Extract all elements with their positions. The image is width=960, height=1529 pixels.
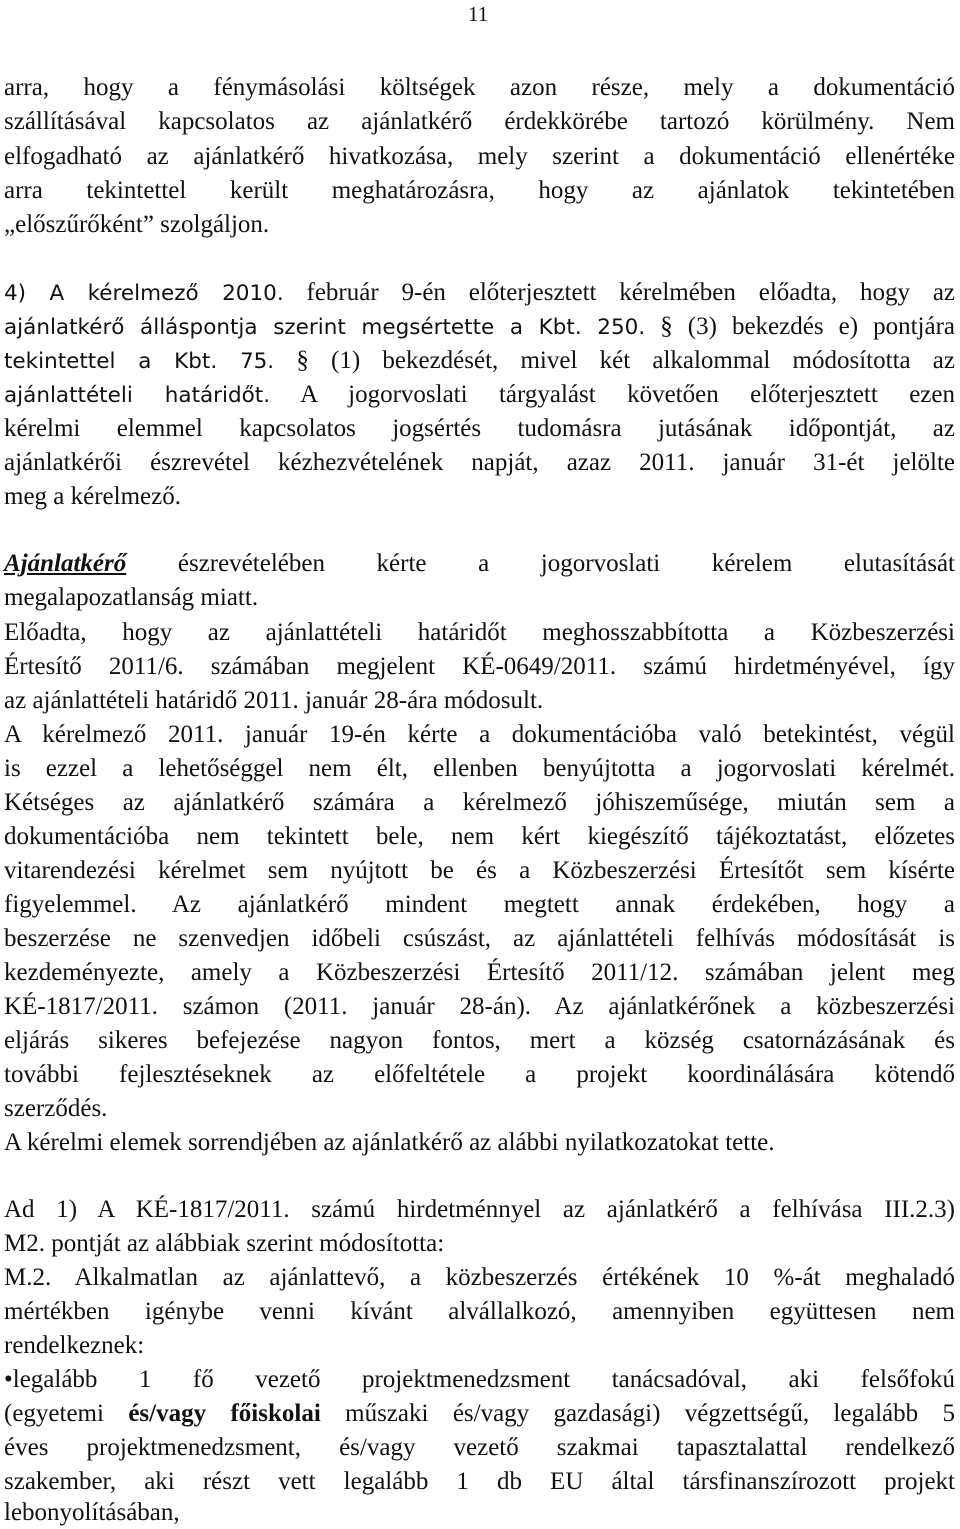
text-run: műszaki és/vagy gazdasági) végzettségű, legalább 5 [320, 1400, 955, 1427]
text-run: A jogorvoslati tárgyalást követően előterjesztett ezen [300, 381, 955, 408]
text-run: észrevételében kérte a jogorvoslati kérelem elutasítását [177, 550, 955, 577]
text-line: mértékben igénybe venni kívánt alvállalkozó, amennyiben együttesen nem [4, 1298, 955, 1325]
text-line: Értesítő 2011/6. számában megjelent KÉ-0649/2011. számú hirdetményével, így [4, 653, 955, 680]
text-line: éves projektmenedzsment, és/vagy vezető szakmai tapasztalattal rendelkező [4, 1434, 955, 1461]
text-run: február 9-én előterjesztett kérelmében előadta, hogy az [306, 279, 956, 306]
text-line: KÉ-1817/2011. számon (2011. január 28-án). Az ajánlatkérőnek a közbeszerzési [4, 993, 955, 1020]
text-line: kérelmi elemmel kapcsolatos jogsértés tudomásra jutásának időpontját, az [4, 415, 955, 442]
text-line [4, 277, 955, 310]
text-line: vitarendezési kérelmet sem nyújtott be és a Közbeszerzési Értesítőt sem kísérte [4, 857, 955, 884]
text-line: „előszűrőként” szolgáljon. [4, 211, 270, 238]
text-line: figyelemmel. Az ajánlatkérő mindent megtett annak érdekében, hogy a [4, 891, 955, 918]
text-line: eljárás sikeres befejezése nagyon fontos, mert a község csatornázásának és [4, 1027, 955, 1054]
text-line: beszerzése ne szenvedjen időbeli csúszást, az ajánlattételi felhívás módosítását is [4, 925, 955, 952]
text-line: további fejlesztéseknek az előfeltétele a projekt koordinálására kötendő [4, 1061, 955, 1088]
text-line: meg a kérelmező. [4, 483, 181, 510]
text-line: az ajánlattételi határidő 2011. január 28-ára módosult. [4, 687, 544, 714]
text-line: kezdeményezte, amely a Közbeszerzési Értesítő 2011/12. számában jelent meg [4, 959, 955, 986]
text-line: lebonyolításában, [4, 1499, 180, 1526]
text-line: ajánlatkérői észrevétel kézhezvételének napját, azaz 2011. január 31-ét jelölte [4, 449, 955, 476]
emphasized-term: Ajánlatkérő [4, 550, 127, 577]
text-line: megalapozatlanság miatt. [4, 584, 259, 611]
text-line [4, 345, 955, 378]
text-run: ajánlattételi határidőt. [4, 383, 271, 408]
text-line: Előadta, hogy az ajánlattételi határidőt meghosszabbította a Közbeszerzési [4, 619, 955, 646]
text-line: Kétséges az ajánlatkérő számára a kérelmező jóhiszeműsége, miután sem a [4, 789, 955, 816]
text-line: szállításával kapcsolatos az ajánlatkérő érdekkörébe tartozó körülmény. Nem [4, 108, 955, 135]
text-line: is ezzel a lehetőséggel nem élt, ellenben benyújtotta a jogorvoslati kérelmét. [4, 755, 955, 782]
text-run: § (3) bekezdés e) pontjára [660, 313, 955, 340]
text-line: szakember, aki részt vett legalább 1 db EU által társfinanszírozott projekt [4, 1468, 955, 1495]
text-run: (egyetemi [4, 1400, 129, 1427]
text-line [4, 548, 955, 580]
text-line: rendelkeznek: [4, 1332, 145, 1359]
bold-term: és/vagy főiskolai [128, 1400, 321, 1427]
text-run: tekintettel a Kbt. 75. [4, 349, 275, 374]
text-line: elfogadható az ajánlatkérő hivatkozása, mely szerint a dokumentáció ellenértéke [4, 143, 955, 170]
text-line: arra, hogy a fénymásolási költségek azon része, mely a dokumentáció [4, 74, 955, 101]
page-number: 11 [468, 2, 489, 26]
text-line: •legalább 1 fő vezető projektmenedzsment tanácsadóval, aki felsőfokú [4, 1366, 955, 1393]
text-run: 4) A kérelmező 2010. [4, 281, 284, 306]
text-line: M.2. Alkalmatlan az ajánlattevő, a közbeszerzés értékének 10 %-át meghaladó [4, 1264, 955, 1291]
text-line: M2. pontját az alábbiak szerint módosította: [4, 1230, 445, 1257]
text-run: ajánlatkérő álláspontja szerint megsértette a Kbt. 250. [4, 315, 646, 340]
text-line: dokumentációba nem tekintett bele, nem kért kiegészítő tájékoztatást, előzetes [4, 823, 955, 850]
text-line [4, 1398, 955, 1430]
text-line: A kérelmi elemek sorrendjében az ajánlatkérő az alábbi nyilatkozatokat tette. [4, 1129, 775, 1156]
text-line [4, 379, 955, 412]
text-run: § (1) bekezdését, mivel két alkalommal módosította az [296, 347, 956, 374]
text-line: Ad 1) A KÉ-1817/2011. számú hirdetménnyel az ajánlatkérő a felhívása III.2.3) [4, 1196, 955, 1223]
text-line: szerződés. [4, 1095, 108, 1122]
text-line [4, 311, 955, 344]
text-line: arra tekintettel került meghatározásra, hogy az ajánlatok tekintetében [4, 177, 955, 204]
text-line: A kérelmező 2011. január 19-én kérte a dokumentációba való betekintést, végül [4, 721, 955, 748]
